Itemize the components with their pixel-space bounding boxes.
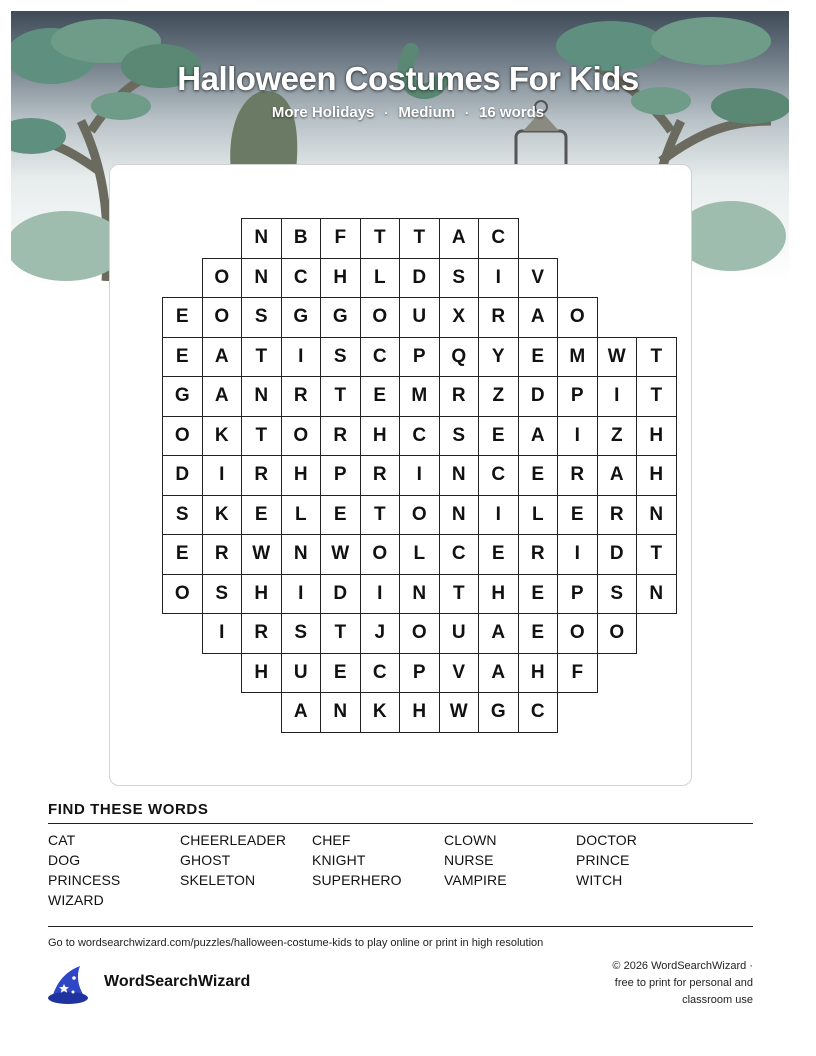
grid-cell: R	[241, 613, 282, 654]
grid-cell: I	[597, 376, 638, 417]
grid-cell: R	[518, 534, 559, 575]
grid-cell: T	[320, 613, 361, 654]
brand-name: WordSearchWizard	[104, 973, 251, 990]
grid-cell: G	[478, 692, 519, 733]
grid-cell: O	[557, 297, 598, 338]
grid-cell: R	[241, 455, 282, 496]
grid-cell: I	[557, 534, 598, 575]
word-search-grid	[162, 218, 678, 734]
word-list-item: DOCTOR	[576, 832, 638, 848]
grid-cell: O	[281, 416, 322, 457]
grid-cell: S	[202, 574, 243, 615]
grid-cell: I	[557, 416, 598, 457]
grid-cell: N	[636, 574, 677, 615]
grid-cell: D	[597, 534, 638, 575]
grid-cell: Y	[478, 337, 519, 378]
grid-cell: W	[320, 534, 361, 575]
grid-cell: A	[478, 613, 519, 654]
category-link[interactable]: More Holidays	[271, 104, 375, 121]
grid-cell: N	[241, 376, 282, 417]
grid-cell: H	[241, 574, 282, 615]
word-list-item: KNIGHT	[312, 852, 366, 868]
grid-cell: H	[518, 653, 559, 694]
grid-cell: D	[162, 455, 203, 496]
grid-cell: P	[557, 376, 598, 417]
word-list-item: SKELETON	[180, 872, 256, 888]
grid-cell: G	[162, 376, 203, 417]
grid-cell: M	[557, 337, 598, 378]
divider	[48, 823, 753, 824]
grid-cell: W	[597, 337, 638, 378]
grid-cell: I	[360, 574, 401, 615]
grid-cell: T	[241, 337, 282, 378]
grid-cell: A	[478, 653, 519, 694]
grid-cell: G	[281, 297, 322, 338]
grid-cell: I	[399, 455, 440, 496]
grid-cell: R	[360, 455, 401, 496]
wizard-hat-icon	[46, 964, 92, 1006]
grid-cell: V	[518, 258, 559, 299]
grid-cell: T	[241, 416, 282, 457]
grid-cell: R	[439, 376, 480, 417]
word-list-item: DOG	[48, 852, 81, 868]
grid-cell: J	[360, 613, 401, 654]
word-list-heading: FIND THESE WORDS	[48, 801, 209, 818]
word-list-item: WIZARD	[48, 892, 104, 908]
grid-cell: K	[202, 495, 243, 536]
grid-cell: N	[636, 495, 677, 536]
grid-cell: O	[202, 297, 243, 338]
grid-cell: C	[399, 416, 440, 457]
grid-cell: N	[281, 534, 322, 575]
grid-cell: U	[399, 297, 440, 338]
grid-cell: U	[439, 613, 480, 654]
meta-separator: ·	[384, 106, 389, 120]
grid-cell: C	[360, 653, 401, 694]
grid-cell: O	[557, 613, 598, 654]
grid-cell: N	[241, 258, 282, 299]
grid-cell: O	[597, 613, 638, 654]
grid-cell: D	[320, 574, 361, 615]
grid-cell: C	[478, 455, 519, 496]
grid-cell: E	[320, 495, 361, 536]
meta-separator: ·	[465, 106, 470, 120]
grid-cell: N	[399, 574, 440, 615]
grid-cell: R	[557, 455, 598, 496]
grid-cell: P	[320, 455, 361, 496]
grid-cell: E	[162, 337, 203, 378]
grid-cell: O	[162, 416, 203, 457]
word-list-item: GHOST	[180, 852, 231, 868]
grid-cell: X	[439, 297, 480, 338]
word-list-item: VAMPIRE	[444, 872, 507, 888]
grid-cell: E	[518, 455, 559, 496]
copyright-notice	[553, 958, 753, 1009]
copyright-line: classroom use	[682, 994, 753, 1006]
difficulty-label: Medium	[398, 104, 456, 121]
grid-cell: G	[320, 297, 361, 338]
grid-cell: N	[439, 495, 480, 536]
grid-cell: T	[636, 534, 677, 575]
copyright-line: free to print for personal and	[614, 977, 753, 989]
grid-cell: P	[399, 653, 440, 694]
word-list-item: PRINCE	[576, 852, 630, 868]
grid-cell: P	[557, 574, 598, 615]
grid-cell: O	[399, 495, 440, 536]
grid-cell: C	[360, 337, 401, 378]
grid-cell: H	[360, 416, 401, 457]
grid-cell: Q	[439, 337, 480, 378]
grid-cell: H	[636, 416, 677, 457]
grid-cell: I	[478, 495, 519, 536]
grid-cell: C	[281, 258, 322, 299]
grid-cell: E	[518, 613, 559, 654]
grid-cell: I	[281, 574, 322, 615]
grid-cell: W	[241, 534, 282, 575]
grid-cell: A	[439, 218, 480, 259]
grid-cell: A	[597, 455, 638, 496]
grid-cell: H	[241, 653, 282, 694]
grid-cell: H	[399, 692, 440, 733]
word-list-item: WITCH	[576, 872, 623, 888]
grid-cell: H	[281, 455, 322, 496]
grid-cell: E	[360, 376, 401, 417]
grid-cell: I	[478, 258, 519, 299]
grid-cell: I	[281, 337, 322, 378]
grid-cell: Z	[478, 376, 519, 417]
grid-cell: W	[439, 692, 480, 733]
word-list-item: CHEF	[312, 832, 351, 848]
grid-cell: V	[439, 653, 480, 694]
grid-cell: S	[162, 495, 203, 536]
grid-cell: D	[399, 258, 440, 299]
grid-cell: C	[478, 218, 519, 259]
grid-cell: E	[478, 534, 519, 575]
word-list-item: SUPERHERO	[312, 872, 402, 888]
grid-cell: K	[360, 692, 401, 733]
grid-cell: O	[202, 258, 243, 299]
word-list-item: CHEERLEADER	[180, 832, 287, 848]
grid-cell: T	[399, 218, 440, 259]
grid-cell: T	[636, 337, 677, 378]
grid-cell: E	[518, 574, 559, 615]
grid-cell: E	[162, 297, 203, 338]
grid-cell: N	[439, 455, 480, 496]
grid-cell: L	[518, 495, 559, 536]
grid-cell: A	[202, 337, 243, 378]
grid-cell: E	[320, 653, 361, 694]
puzzle-link-text[interactable]: Go to wordsearchwizard.com/puzzles/halloween-costume-kids to play online or print in high resolution	[48, 937, 544, 949]
grid-cell: E	[241, 495, 282, 536]
grid-cell: U	[281, 653, 322, 694]
grid-cell: S	[597, 574, 638, 615]
grid-cell: A	[202, 376, 243, 417]
grid-cell: K	[202, 416, 243, 457]
word-list-item: CAT	[48, 832, 76, 848]
grid-cell: T	[636, 376, 677, 417]
grid-cell: T	[360, 495, 401, 536]
grid-cell: E	[162, 534, 203, 575]
grid-cell: F	[320, 218, 361, 259]
grid-cell: P	[399, 337, 440, 378]
grid-cell: I	[202, 613, 243, 654]
page-title: Halloween Costumes For Kids	[177, 60, 639, 97]
word-list-item: CLOWN	[444, 832, 497, 848]
grid-cell: R	[320, 416, 361, 457]
grid-cell: T	[360, 218, 401, 259]
grid-cell: L	[360, 258, 401, 299]
grid-cell: S	[241, 297, 282, 338]
grid-cell: C	[518, 692, 559, 733]
grid-cell: O	[360, 534, 401, 575]
grid-cell: L	[281, 495, 322, 536]
grid-cell: T	[439, 574, 480, 615]
word-list-item: NURSE	[444, 852, 494, 868]
grid-cell: A	[518, 297, 559, 338]
grid-cell: I	[202, 455, 243, 496]
puzzle-meta	[0, 104, 816, 121]
grid-cell: E	[518, 337, 559, 378]
divider	[48, 926, 753, 927]
grid-cell: R	[281, 376, 322, 417]
grid-cell: T	[320, 376, 361, 417]
grid-cell: N	[241, 218, 282, 259]
grid-cell: S	[281, 613, 322, 654]
grid-cell: H	[320, 258, 361, 299]
grid-cell: F	[557, 653, 598, 694]
grid-cell: O	[162, 574, 203, 615]
grid-cell: O	[399, 613, 440, 654]
grid-cell: O	[360, 297, 401, 338]
grid-cell: L	[399, 534, 440, 575]
grid-cell: H	[636, 455, 677, 496]
word-list-item: PRINCESS	[48, 872, 121, 888]
grid-cell: S	[439, 258, 480, 299]
grid-cell: S	[439, 416, 480, 457]
grid-cell: E	[557, 495, 598, 536]
grid-cell: R	[202, 534, 243, 575]
grid-cell: R	[597, 495, 638, 536]
grid-cell: N	[320, 692, 361, 733]
copyright-line: © 2026 WordSearchWizard ·	[612, 960, 753, 972]
grid-cell: S	[320, 337, 361, 378]
grid-cell: Z	[597, 416, 638, 457]
grid-cell: R	[478, 297, 519, 338]
grid-cell: A	[281, 692, 322, 733]
grid-cell: C	[439, 534, 480, 575]
grid-cell: A	[518, 416, 559, 457]
grid-cell: M	[399, 376, 440, 417]
grid-cell: E	[478, 416, 519, 457]
grid-cell: D	[518, 376, 559, 417]
grid-cell: B	[281, 218, 322, 259]
word-count-label: 16 words	[479, 104, 545, 121]
grid-cell: H	[478, 574, 519, 615]
